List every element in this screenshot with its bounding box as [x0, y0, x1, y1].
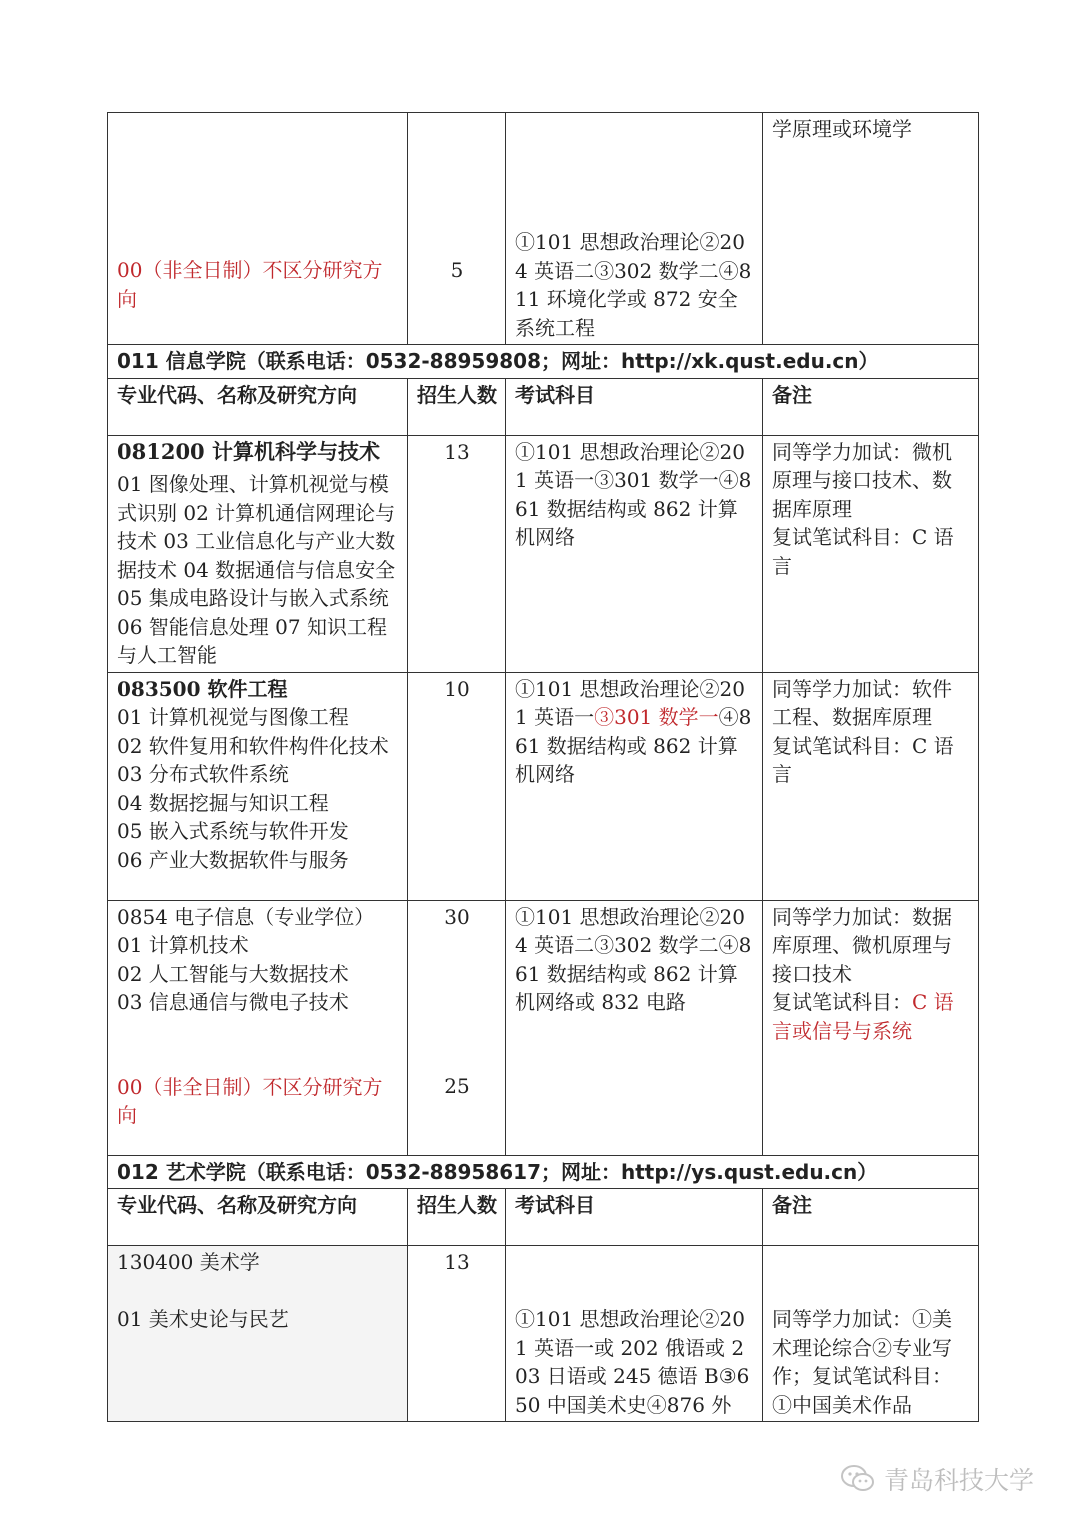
table-row [108, 900, 979, 1155]
college-heading: 012 艺术学院（联系电话：0532-88958617；网址：http://ys.qust.edu.cn） [108, 1155, 979, 1189]
column-header: 招生人数 [408, 378, 506, 435]
enrollment-count: 10 [408, 672, 506, 900]
admissions-table [107, 112, 979, 1422]
subject-text: ④861 数据结构或 862 计算机网络 [515, 705, 752, 786]
remark [772, 988, 970, 1045]
exam-subjects: ①101 思想政治理论②201 英语一或 202 俄语或 203 日语或 245 德语 B③650 中国美术史④876 外 [515, 1307, 750, 1417]
research-direction: 02 软件复用和软件构件化技术 [117, 733, 389, 758]
research-direction: 03 信息通信与微电子技术 [117, 990, 349, 1014]
major-title: 0854 电子信息（专业学位） [117, 904, 375, 929]
research-directions: 01 图像处理、计算机视觉与模式识别 02 计算机通信网理论与技术 03 工业信息化与产业大数据技术 04 数据通信与信息安全 05 集成电路设计与嵌入式系统 06 智能信息处理 07 知识工程与人工智能 [117, 472, 396, 667]
part-time-direction: 00（非全日制）不区分研究方向 [117, 1074, 383, 1127]
research-direction: 06 产业大数据软件与服务 [117, 847, 349, 872]
table-header-row [108, 378, 979, 435]
enrollment-count: 13 [408, 1246, 506, 1422]
column-header: 专业代码、名称及研究方向 [108, 1189, 408, 1246]
column-header: 备注 [763, 1189, 979, 1246]
remark: 学原理或环境学 [772, 117, 912, 141]
research-direction: 01 计算机视觉与图像工程 [117, 705, 349, 729]
major-title: 083500 软件工程 [117, 676, 288, 701]
column-header: 招生人数 [408, 1189, 506, 1246]
enrollment-count: 30 [444, 904, 470, 929]
watermark [840, 1461, 1034, 1497]
major-title: 130400 美术学 [117, 1250, 260, 1274]
research-direction: 05 嵌入式系统与软件开发 [117, 819, 349, 843]
table-row [108, 672, 979, 900]
remark: 同等学力加试：①美术理论综合②专业写作；复试笔试科目：①中国美术作品 [772, 1307, 952, 1417]
wechat-icon [840, 1463, 876, 1495]
enrollment-count: 13 [408, 435, 506, 672]
remark: 同等学力加试：软件工程、数据库原理 [772, 676, 952, 729]
research-direction: 01 美术史论与民艺 [117, 1306, 289, 1331]
remark: 同等学力加试：数据库原理、微机原理与接口技术 [772, 904, 952, 986]
major-title: 081200 计算机科学与技术 [117, 438, 380, 464]
subject-text: ①101 思想政治理论②201 英语一 [515, 676, 745, 729]
exam-subjects: ①101 思想政治理论②204 英语二③302 数学二④861 数据结构或 862 计算机网络或 832 电路 [506, 900, 763, 1155]
table-header-row [108, 1189, 979, 1246]
college-heading: 011 信息学院（联系电话：0532-88959808；网址：http://xk.qust.edu.cn） [108, 345, 979, 379]
remark-highlight: C 语言或信号与系统 [772, 990, 954, 1043]
remark: 复试笔试科目：C 语言 [772, 525, 954, 578]
research-direction: 01 计算机技术 [117, 933, 249, 957]
column-header: 考试科目 [506, 378, 763, 435]
enrollment-count: 25 [444, 1074, 470, 1098]
research-direction: 02 人工智能与大数据技术 [117, 961, 349, 986]
enrollment-count: 5 [450, 258, 464, 282]
watermark-text: 青岛科技大学 [884, 1466, 1035, 1495]
table-row [108, 345, 979, 379]
table-row [108, 113, 979, 345]
column-header: 专业代码、名称及研究方向 [108, 378, 408, 435]
research-direction: 04 数据挖掘与知识工程 [117, 790, 329, 815]
table-row [108, 435, 979, 672]
remark: 复试笔试科目：C 语言 [772, 733, 954, 786]
exam-subjects: ①101 思想政治理论②201 英语一③301 数学一④861 数据结构或 862 计算机网络 [506, 435, 763, 672]
research-direction: 03 分布式软件系统 [117, 762, 289, 786]
subject-highlight: ③301 数学一 [594, 705, 719, 729]
exam-subjects: ①101 思想政治理论②204 英语二③302 数学二④811 环境化学或 872 安全系统工程 [515, 230, 752, 340]
remark: 同等学力加试：微机原理与接口技术、数据库原理 [772, 439, 952, 521]
part-time-direction: 00（非全日制）不区分研究方向 [117, 258, 383, 311]
remark-text: 复试笔试科目： [772, 990, 912, 1014]
table-row [108, 1246, 979, 1422]
table-row [108, 1155, 979, 1189]
column-header: 备注 [763, 378, 979, 435]
column-header: 考试科目 [506, 1189, 763, 1246]
exam-subjects [506, 672, 763, 900]
